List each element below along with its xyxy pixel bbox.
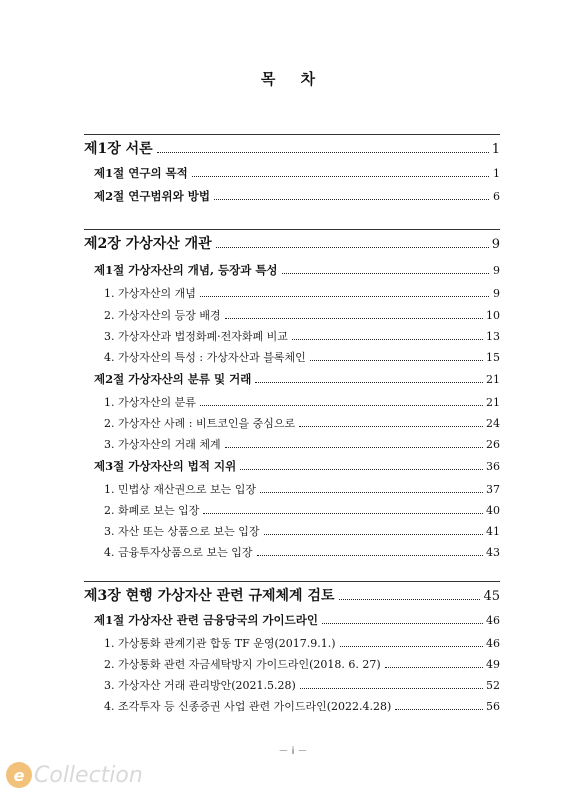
chapter-divider [84, 581, 500, 582]
toc-section[interactable] [94, 262, 500, 278]
toc-page-number: 49 [486, 658, 500, 671]
toc-item-label: 2. 가상자산의 등장 배경 [104, 309, 221, 322]
leader-dots [240, 469, 483, 470]
toc-item-label: 2. 가상통화 관련 자금세탁방지 가이드라인(2018. 6. 27) [104, 658, 381, 671]
toc-page-number: 40 [486, 504, 500, 517]
leader-dots [214, 199, 489, 200]
toc-page-number: 45 [483, 589, 500, 604]
toc-page-number: 26 [486, 438, 500, 451]
toc-page-number: 21 [486, 373, 500, 386]
toc-item[interactable] [104, 677, 500, 693]
leader-dots [322, 623, 483, 624]
leader-dots [257, 555, 484, 556]
toc-item[interactable] [104, 523, 500, 539]
toc-chapter[interactable] [84, 138, 500, 158]
toc-section-label: 제2절 가상자산의 분류 및 거래 [94, 372, 252, 386]
toc-item-label: 1. 가상자산의 개념 [104, 287, 196, 300]
toc-item-label: 3. 가상자산 거래 관리방안(2021.5.28) [104, 679, 296, 692]
toc-item[interactable] [104, 656, 500, 672]
toc-chapter-label: 제3장 현행 가상자산 관련 규제체계 검토 [84, 588, 335, 604]
toc-page-number: 43 [486, 546, 500, 559]
toc-item[interactable] [104, 544, 500, 560]
toc-item[interactable] [104, 698, 500, 714]
leader-dots [299, 426, 483, 427]
toc-item-label: 2. 가상자산 사례 : 비트코인을 중심으로 [104, 417, 296, 430]
toc-section-label: 제1절 가상자산의 개념, 등장과 특성 [94, 263, 278, 277]
chapter-divider [84, 134, 500, 135]
toc-page-number: 24 [486, 417, 500, 430]
toc-item-label: 2. 화폐로 보는 입장 [104, 504, 200, 517]
toc-item[interactable] [104, 436, 500, 452]
leader-dots [339, 599, 481, 600]
leader-dots [255, 382, 483, 383]
toc-page-number: 10 [486, 309, 500, 322]
toc-page-number: 6 [493, 190, 500, 203]
leader-dots [340, 646, 483, 647]
toc-page-number: 21 [486, 396, 500, 409]
leader-dots [216, 247, 489, 248]
leader-dots [157, 152, 489, 153]
toc-item[interactable] [104, 307, 500, 323]
leader-dots [192, 176, 489, 177]
toc-page-number: 56 [486, 700, 500, 713]
toc-section[interactable] [94, 165, 500, 181]
toc-page-number: 13 [486, 330, 500, 343]
toc-page-number: 9 [491, 237, 500, 252]
toc-item[interactable] [104, 394, 500, 410]
toc-item-label: 4. 금융투자상품으로 보는 입장 [104, 546, 253, 559]
toc-section-label: 제2절 연구범위와 방법 [94, 189, 210, 203]
toc-item-label: 1. 가상자산의 분류 [104, 396, 196, 409]
toc-page-number: 1 [491, 142, 500, 157]
toc-page-number: 52 [486, 679, 500, 692]
toc-item[interactable] [104, 415, 500, 431]
toc-section-label: 제1절 연구의 목적 [94, 166, 188, 180]
watermark-text: Collection [34, 762, 143, 788]
leader-dots [225, 318, 483, 319]
toc-section[interactable] [94, 371, 500, 387]
toc-page-number: 46 [486, 637, 500, 650]
toc-item-label: 3. 가상자산의 거래 체계 [104, 438, 221, 451]
toc-page-number: 1 [493, 167, 500, 180]
toc-item[interactable] [104, 635, 500, 651]
toc-item-label: 1. 가상통화 관계기관 합동 TF 운영(2017.9.1.) [104, 637, 336, 650]
toc-page-number: 15 [486, 351, 500, 364]
toc-item-label: 3. 가상자산과 법정화폐·전자화폐 비교 [104, 330, 288, 343]
toc-section[interactable] [94, 612, 500, 628]
toc-section[interactable] [94, 188, 500, 204]
toc-item-label: 1. 민법상 재산권으로 보는 입장 [104, 483, 256, 496]
leader-dots [225, 447, 483, 448]
toc-chapter[interactable] [84, 585, 500, 605]
leader-dots [385, 667, 483, 668]
leader-dots [292, 339, 483, 340]
leader-dots [260, 492, 483, 493]
page-number-footer: － i － [278, 746, 308, 757]
leader-dots [203, 513, 483, 514]
leader-dots [200, 296, 489, 297]
toc-page-number: 37 [486, 483, 500, 496]
toc-page-number: 46 [486, 614, 500, 627]
toc-section[interactable] [94, 458, 500, 474]
toc-chapter[interactable] [84, 233, 500, 253]
leader-dots [200, 405, 483, 406]
toc-page-number: 41 [486, 525, 500, 538]
toc-page-number: 9 [493, 287, 500, 300]
leader-dots [300, 688, 483, 689]
toc-item[interactable] [104, 328, 500, 344]
toc-item-label: 4. 조각투자 등 신종증권 사업 관련 가이드라인(2022.4.28) [104, 700, 392, 713]
page-title: 목 차 [260, 70, 326, 88]
toc-chapter-label: 제1장 서론 [84, 141, 153, 157]
collection-logo-icon: e [6, 762, 32, 788]
chapter-divider [84, 229, 500, 230]
watermark [6, 762, 143, 788]
toc-item[interactable] [104, 502, 500, 518]
toc-item-label: 3. 자산 또는 상품으로 보는 입장 [104, 525, 260, 538]
toc-section-label: 제3절 가상자산의 법적 지위 [94, 459, 237, 473]
toc-item-label: 4. 가상자산의 특성 : 가상자산과 블록체인 [104, 351, 306, 364]
leader-dots [264, 534, 484, 535]
toc-chapter-label: 제2장 가상자산 개관 [84, 236, 212, 252]
toc-page-number: 9 [493, 264, 500, 277]
leader-dots [282, 273, 489, 274]
leader-dots [395, 709, 483, 710]
toc-item[interactable] [104, 481, 500, 497]
toc-item[interactable] [104, 285, 500, 301]
leader-dots [310, 360, 483, 361]
toc-page-number: 36 [486, 460, 500, 473]
toc-section-label: 제1절 가상자산 관련 금융당국의 가이드라인 [94, 613, 318, 627]
toc-item[interactable] [104, 349, 500, 365]
